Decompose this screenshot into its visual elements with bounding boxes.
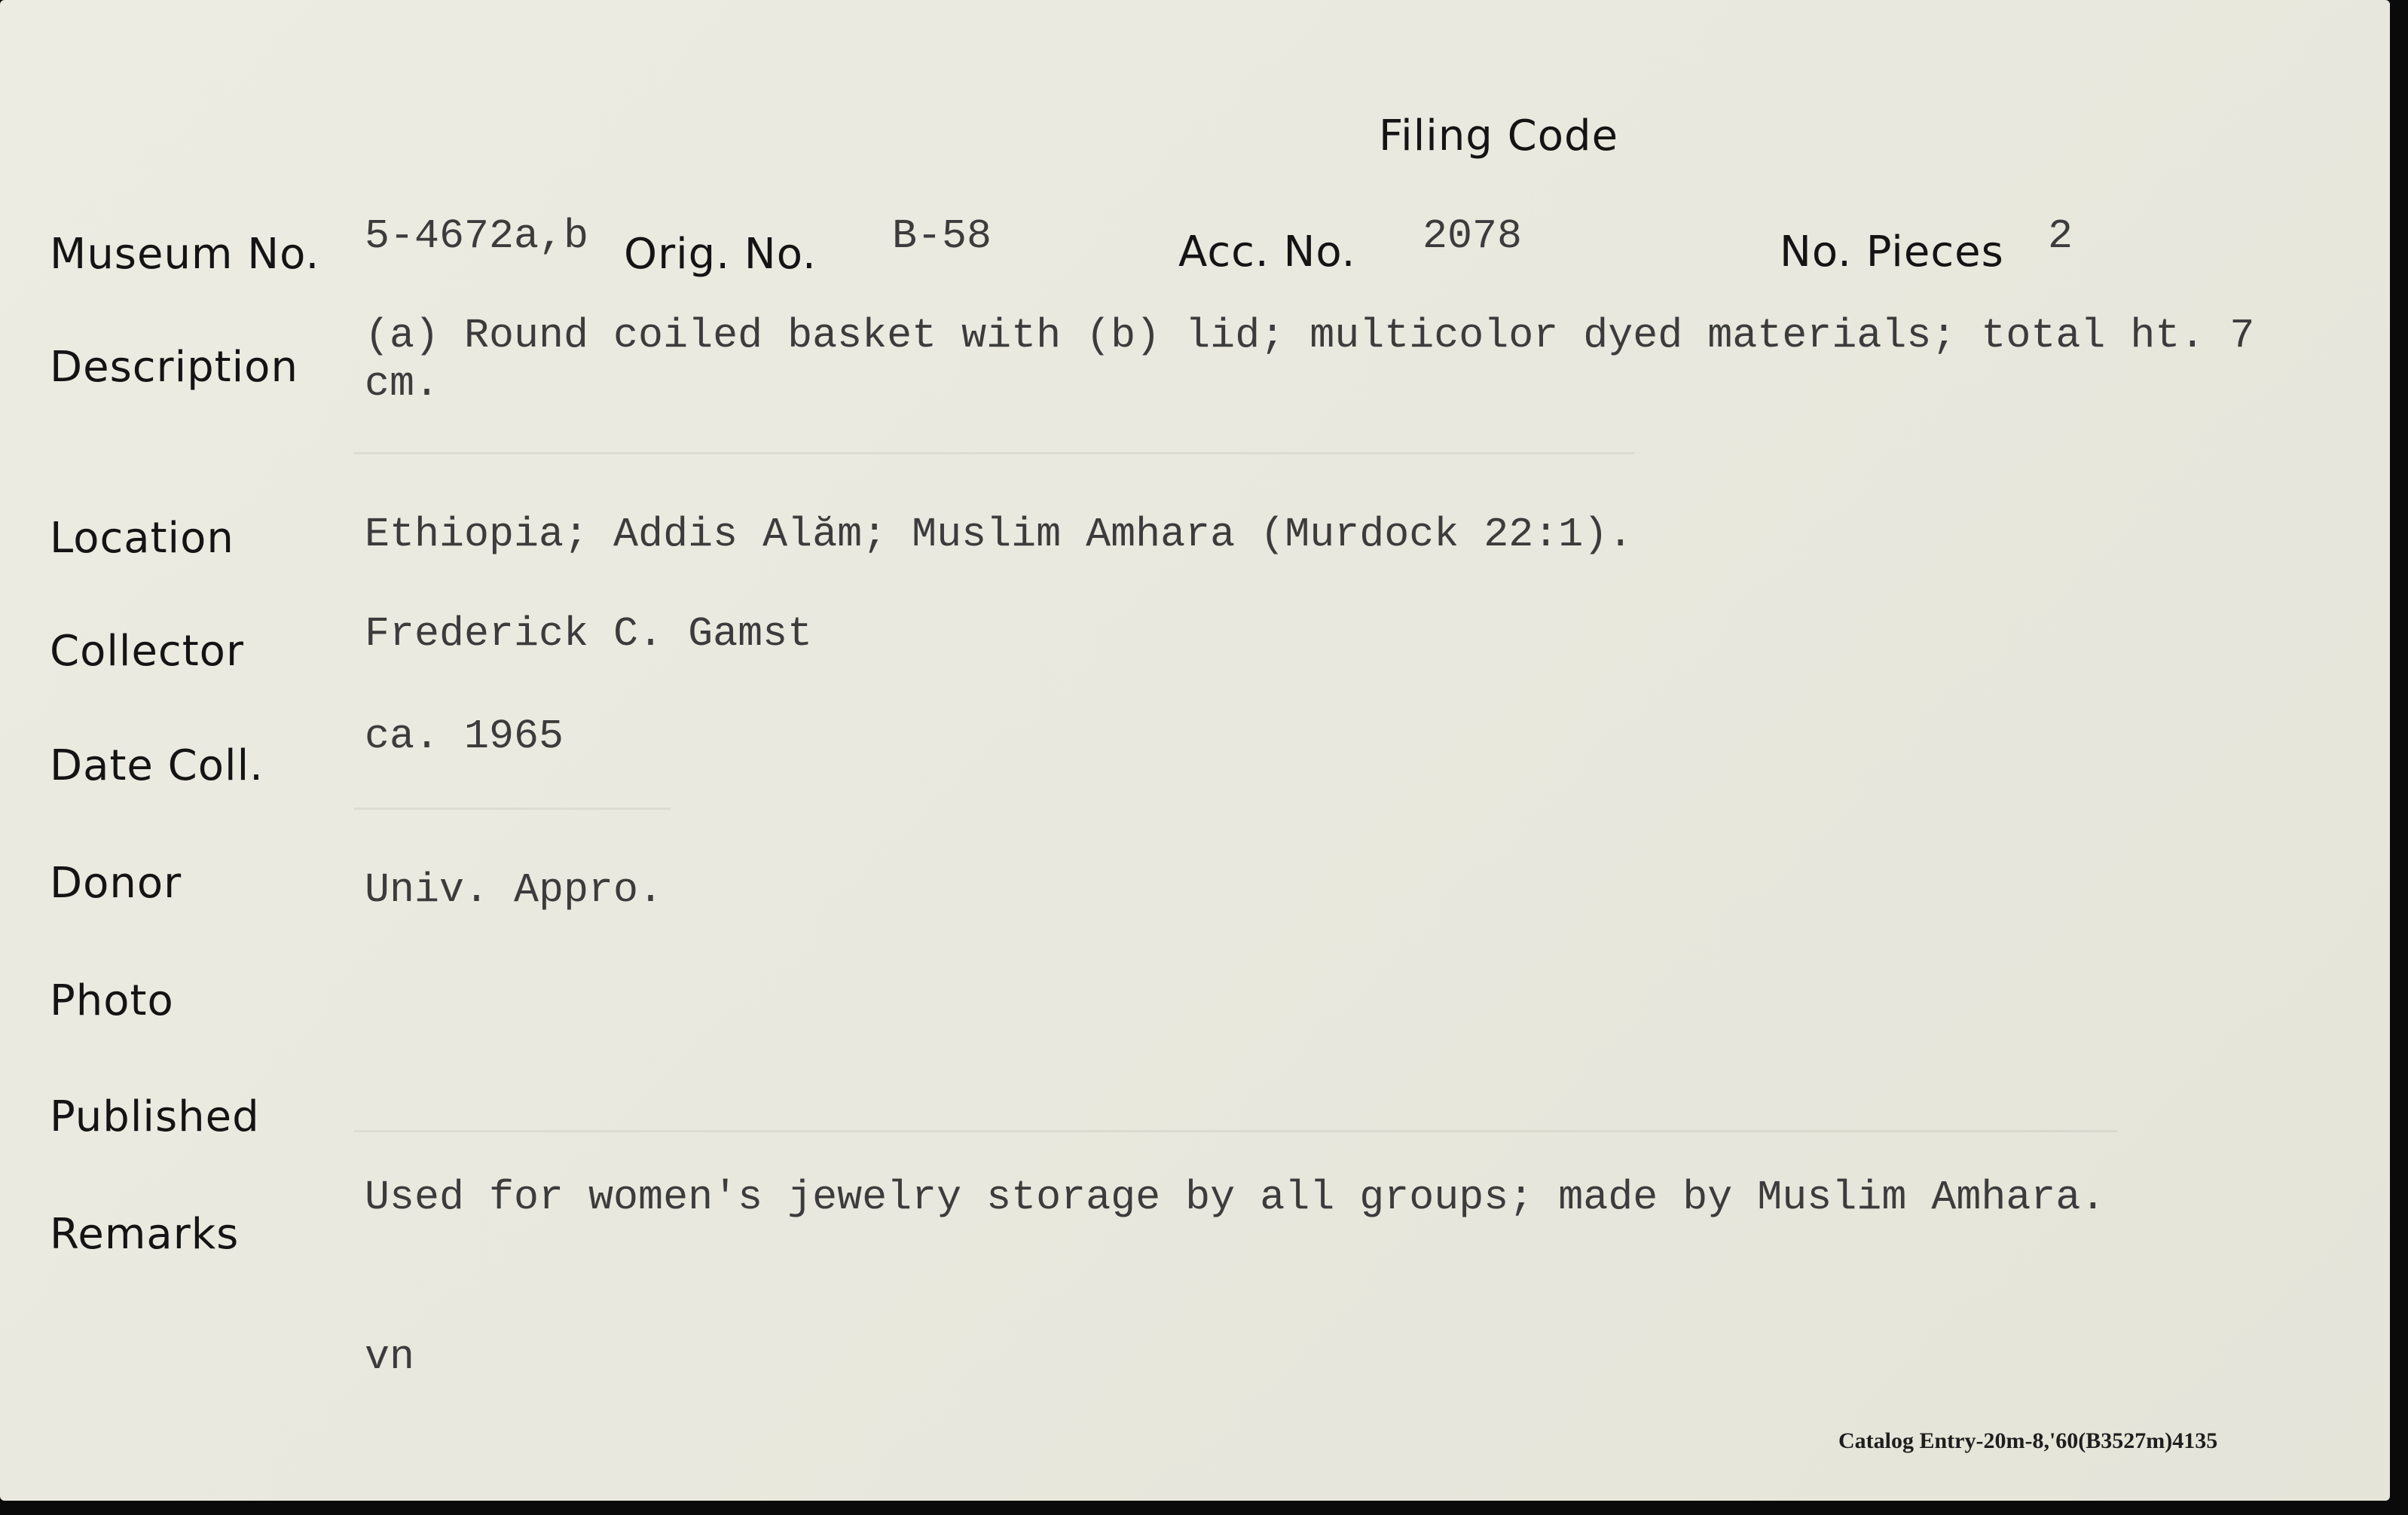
description-label: Description — [50, 343, 298, 392]
collector-label: Collector — [50, 627, 244, 676]
orig-no-label: Orig. No. — [624, 230, 817, 279]
date-coll-value: ca. 1965 — [365, 713, 564, 760]
museum-no-label: Museum No. — [50, 230, 320, 279]
remarks-value: Used for women's jewelry storage by all groups; made by Muslim Amhara. — [365, 1174, 2106, 1221]
museum-no-value: 5-4672a,b — [365, 212, 589, 260]
bleed-through-mark — [354, 1130, 2117, 1132]
published-label: Published — [50, 1092, 260, 1141]
photo-label: Photo — [50, 976, 174, 1025]
orig-no-value: B-58 — [892, 212, 992, 260]
no-pieces-label: No. Pieces — [1780, 228, 2004, 276]
collector-value: Frederick C. Gamst — [365, 610, 813, 658]
catalog-entry-footer: Catalog Entry-20m-8,'60(B3527m)4135 — [1838, 1428, 2218, 1453]
location-value: Ethiopia; Addis Alăm; Muslim Amhara (Murdock 22:1). — [365, 511, 1633, 558]
date-coll-label: Date Coll. — [50, 741, 264, 790]
bleed-through-mark — [354, 808, 671, 810]
description-value: (a) Round coiled basket with (b) lid; multicolor dyed materials; total ht. 7 cm. — [365, 312, 2255, 408]
donor-label: Donor — [50, 859, 182, 908]
donor-value: Univ. Appro. — [365, 866, 664, 914]
no-pieces-value: 2 — [2048, 212, 2073, 260]
remarks-label: Remarks — [50, 1210, 240, 1259]
acc-no-value: 2078 — [1422, 212, 1523, 260]
filing-code-label: Filing Code — [1379, 111, 1619, 160]
acc-no-label: Acc. No. — [1178, 228, 1356, 276]
location-label: Location — [50, 514, 234, 563]
bleed-through-mark — [354, 452, 1635, 454]
cataloger-initials: vn — [365, 1333, 415, 1381]
